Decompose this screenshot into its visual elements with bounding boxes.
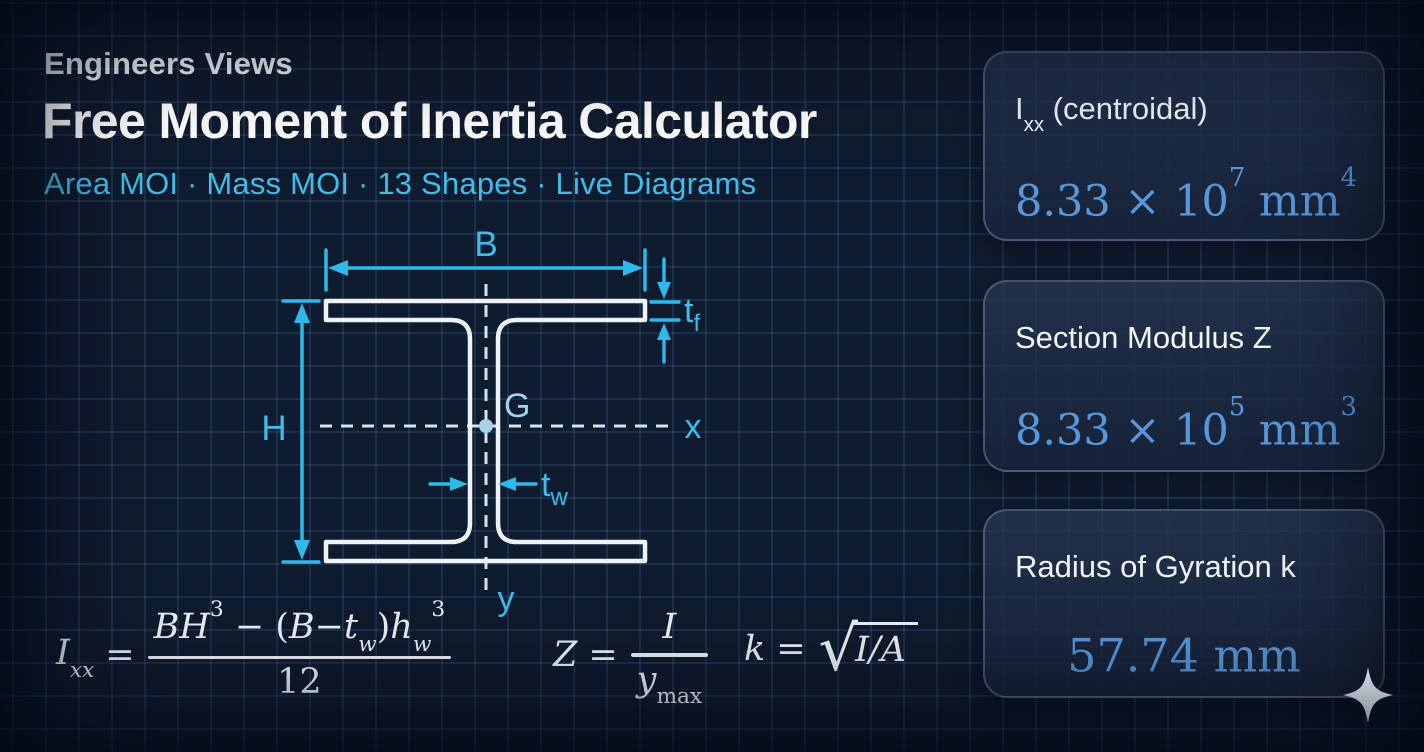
- width-label: B: [474, 225, 498, 264]
- result-label: Radius of Gyration k: [1015, 549, 1296, 584]
- equals-sign: =: [105, 635, 135, 676]
- formula-k-lhs: k: [744, 629, 766, 669]
- formula-radius-of-gyration: [744, 612, 918, 685]
- formula-ixx: [56, 596, 451, 703]
- x-axis-label: x: [684, 408, 702, 446]
- radicand: I/A: [852, 622, 918, 670]
- ixx-numerator: $BH^3 - (B-t_w)h_w^3$: [153, 596, 446, 657]
- result-value: $8.33 \times 10^5$ $mm^3$: [1015, 392, 1357, 456]
- formula-ixx-lhs: $I_{xx}$: [56, 633, 95, 684]
- sparkle-icon: [1338, 664, 1398, 726]
- z-denominator: $y_{max}$: [636, 659, 703, 710]
- result-card-ixx: [983, 51, 1385, 241]
- result-value: 57.74 mm: [1067, 628, 1301, 683]
- fraction-bar: [631, 653, 709, 656]
- times-sign: ×: [1110, 176, 1175, 227]
- flange-thickness-label: $t_f$: [684, 292, 701, 337]
- equals-sign: =: [776, 629, 806, 669]
- equals-sign: =: [588, 635, 618, 676]
- dimension-arrowheads: [294, 260, 671, 560]
- centroid-dot: [479, 419, 493, 433]
- y-axis-label: y: [497, 580, 515, 618]
- page-title: Free Moment of Inertia Calculator: [42, 93, 817, 149]
- times-sign: ×: [1110, 405, 1175, 456]
- z-numerator: I: [662, 607, 677, 647]
- tf-ticks: [651, 302, 679, 320]
- result-label: $I_{xx}$ (centroidal): [1015, 91, 1208, 137]
- result-label: Section Modulus Z: [1015, 320, 1272, 355]
- result-card-radius-of-gyration: [983, 509, 1385, 698]
- subtitle: Area MOI · Mass MOI · 13 Shapes · Live Diagrams: [44, 166, 757, 201]
- ixx-denominator: 12: [277, 662, 322, 703]
- centroid-label: G: [504, 387, 531, 425]
- fraction-bar: [148, 656, 452, 659]
- radical-sign: √: [818, 612, 859, 685]
- square-root: [818, 612, 918, 685]
- result-value: $8.33 \times 10^7$ $mm^4$: [1015, 163, 1357, 227]
- z-fraction: [631, 607, 709, 710]
- dimension-lines: [283, 250, 679, 562]
- height-label: H: [261, 409, 287, 448]
- brand-name: Engineers Views: [44, 46, 293, 81]
- result-card-section-modulus: [983, 280, 1385, 472]
- formula-section-modulus: [553, 607, 708, 710]
- web-thickness-label: $t_w$: [541, 466, 568, 511]
- ixx-fraction: [148, 596, 452, 703]
- formula-z-lhs: Z: [553, 635, 578, 676]
